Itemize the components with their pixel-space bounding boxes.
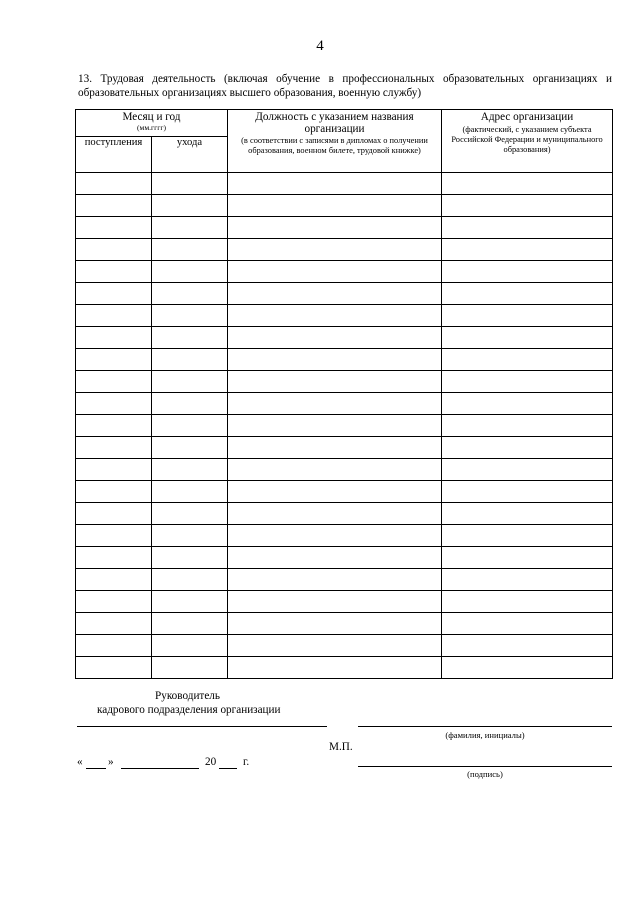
address-note: (фактический, с указанием субъекта Российской Федерации и муниципального образования) [451,125,603,154]
start-header: поступления [76,137,152,173]
head-title-line2: кадрового подразделения организации [97,704,281,716]
date-year-prefix: 20 [205,756,217,768]
stamp-label: М.П. [329,741,353,753]
date-year-suffix: г. [243,756,250,768]
head-signature-line[interactable] [77,726,327,727]
name-caption: (фамилия, инициалы) [445,730,525,740]
month-year-format: (мм.гггг) [136,123,167,132]
date-day-line[interactable] [86,768,106,769]
position-note: (в соответствии с записями в дипломах о получении образования, военном билете, трудовой книжке) [241,136,428,155]
section-title: 13. Трудовая деятельность (включая обучение в профессиональных образовательных организациях и образовательных организациях высшего образования, военную службу) [78,73,612,99]
date-close-quote: » [108,756,114,768]
name-line[interactable] [358,726,612,727]
position-label: Должность с указанием названия организации [255,111,414,135]
date-open-quote: « [77,756,83,768]
page-number: 4 [316,38,324,54]
date-month-line[interactable] [121,768,199,769]
sign-line[interactable] [358,766,612,767]
address-label: Адрес организации [480,111,574,123]
head-title-line1: Руководитель [155,690,220,702]
date-year-line[interactable] [219,768,237,769]
sign-caption: (подпись) [467,769,503,779]
month-year-label: Месяц и год [122,111,181,123]
end-header: ухода [152,137,228,173]
